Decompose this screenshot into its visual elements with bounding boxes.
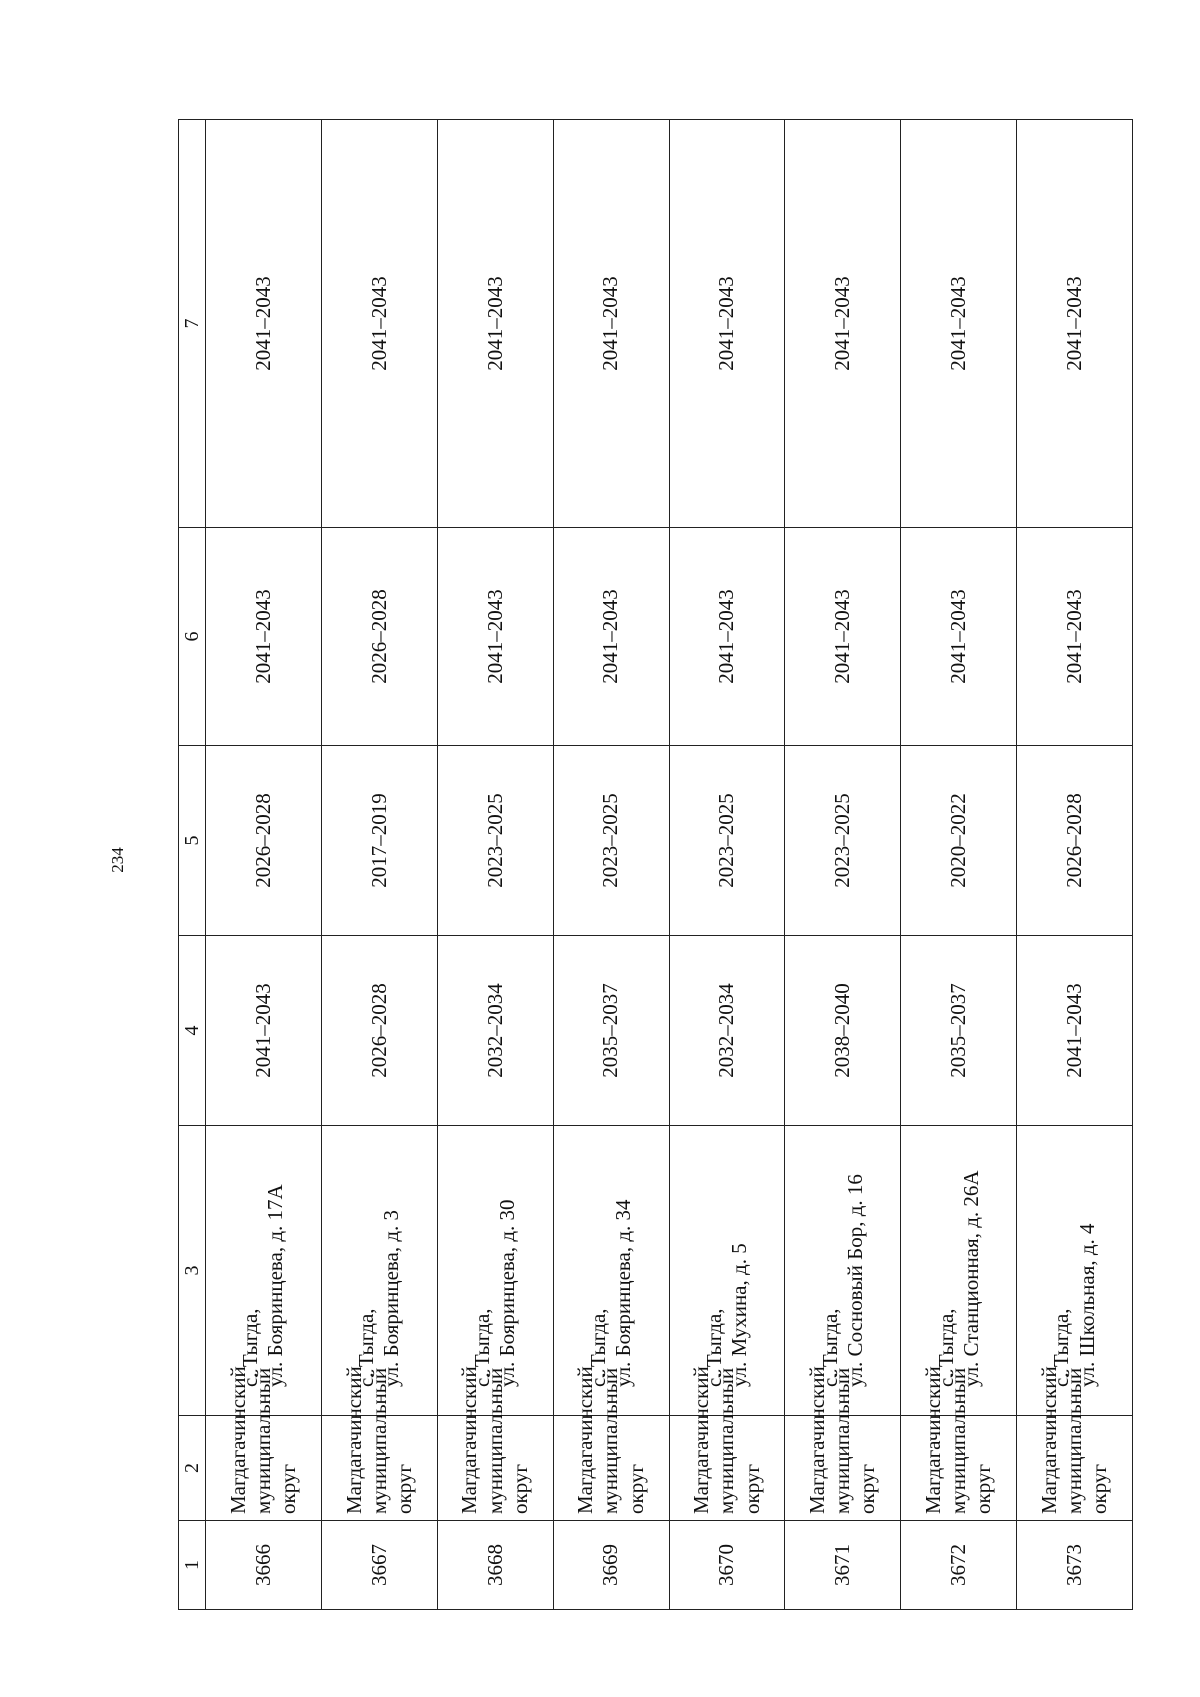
- address-cell: [206, 1126, 322, 1416]
- municipality-cell: Магдагачинский муниципальный округ: [1017, 1416, 1133, 1521]
- header-row: [179, 120, 206, 1610]
- period-cell-col7: 2041–2043: [437, 120, 553, 528]
- row-number: 3668: [437, 1521, 553, 1610]
- period-cell-col5: 2026–2028: [1017, 746, 1133, 936]
- table-row: [206, 120, 322, 1610]
- row-number: 3672: [901, 1521, 1017, 1610]
- period-cell-col5: 2026–2028: [206, 746, 322, 936]
- period-cell-col7: 2041–2043: [785, 120, 901, 528]
- address-cell: [437, 1126, 553, 1416]
- address-line-1: с. Тыгда,: [470, 1308, 494, 1387]
- row-number: 3671: [785, 1521, 901, 1610]
- period-cell-col7: 2041–2043: [901, 120, 1017, 528]
- period-cell-col6: 2041–2043: [669, 528, 785, 746]
- row-number: 3670: [669, 1521, 785, 1610]
- address-line-2: ул. Сосновый Бор, д. 16: [842, 1174, 867, 1387]
- schedule-table: [178, 119, 1133, 1610]
- period-cell-col5: 2023–2025: [553, 746, 669, 936]
- period-cell-col5: 2023–2025: [785, 746, 901, 936]
- municipality-cell: Магдагачинский муниципальный округ: [437, 1416, 553, 1521]
- header-col-4: 4: [179, 936, 206, 1126]
- period-cell-col4: 2032–2034: [437, 936, 553, 1126]
- period-cell-col6: 2041–2043: [437, 528, 553, 746]
- period-cell-col6: 2041–2043: [901, 528, 1017, 746]
- address-line-2: ул. Бояринцева, д. 3: [379, 1209, 404, 1387]
- period-cell-col4: 2026–2028: [321, 936, 437, 1126]
- address-line-1: с. Тыгда,: [701, 1308, 726, 1387]
- municipality-cell: Магдагачинский муниципальный округ: [206, 1416, 322, 1521]
- municipality-cell: Магдагачинский муниципальный округ: [901, 1416, 1017, 1521]
- address-line-1: с. Тыгда,: [354, 1308, 379, 1387]
- table-row: [901, 120, 1017, 1610]
- period-cell-col4: 2038–2040: [785, 936, 901, 1126]
- period-cell-col7: 2041–2043: [321, 120, 437, 528]
- period-cell-col5: 2023–2025: [669, 746, 785, 936]
- address-line-1: с. Тыгда,: [585, 1308, 610, 1387]
- period-cell-col7: 2041–2043: [553, 120, 669, 528]
- table-row: [321, 120, 437, 1610]
- row-number: 3666: [206, 1521, 322, 1610]
- row-number: 3667: [321, 1521, 437, 1610]
- period-cell-col5: 2020–2022: [901, 746, 1017, 936]
- period-cell-col6: 2041–2043: [553, 528, 669, 746]
- address-cell: [785, 1126, 901, 1416]
- municipality-cell: Магдагачинский муниципальный округ: [321, 1416, 437, 1521]
- row-number: 3673: [1017, 1521, 1133, 1610]
- address-line-2: ул. Бояринцева, д. 30: [495, 1199, 520, 1387]
- period-cell-col5: 2023–2025: [437, 746, 553, 936]
- address-line-2: ул. Станционная, д. 26А: [958, 1170, 983, 1387]
- period-cell-col5: 2017–2019: [321, 746, 437, 936]
- row-number: 3669: [553, 1521, 669, 1610]
- table-row: [669, 120, 785, 1610]
- period-cell-col6: 2041–2043: [785, 528, 901, 746]
- period-cell-col6: 2041–2043: [206, 528, 322, 746]
- period-cell-col6: 2041–2043: [1017, 528, 1133, 746]
- address-line-2: ул. Бояринцева, д. 34: [611, 1199, 636, 1387]
- rotated-table-wrapper: [178, 120, 1133, 1610]
- address-cell: [553, 1126, 669, 1416]
- address-line-2: ул. Школьная, д. 4: [1074, 1223, 1099, 1387]
- address-line-1: с. Тыгда,: [1049, 1308, 1074, 1387]
- municipality-cell: Магдагачинский муниципальный округ: [553, 1416, 669, 1521]
- header-col-7: 7: [179, 120, 206, 528]
- table-row: [1017, 120, 1133, 1610]
- address-cell: [321, 1126, 437, 1416]
- period-cell-col7: 2041–2043: [669, 120, 785, 528]
- address-line-2: ул. Бояринцева, д. 17А: [263, 1184, 288, 1387]
- period-cell-col4: 2032–2034: [669, 936, 785, 1126]
- table-row: [785, 120, 901, 1610]
- address-line-1: с. Тыгда,: [933, 1308, 958, 1387]
- municipality-cell: Магдагачинский муниципальный округ: [785, 1416, 901, 1521]
- header-col-6: 6: [179, 528, 206, 746]
- address-cell: [901, 1126, 1017, 1416]
- period-cell-col7: 2041–2043: [1017, 120, 1133, 528]
- address-line-2: ул. Мухина, д. 5: [726, 1243, 751, 1387]
- address-line-1: с. Тыгда,: [238, 1308, 263, 1387]
- page-number: 234: [108, 847, 127, 873]
- header-col-1: 1: [179, 1521, 206, 1610]
- address-line-1: с. Тыгда,: [817, 1308, 842, 1387]
- period-cell-col4: 2041–2043: [1017, 936, 1133, 1126]
- period-cell-col7: 2041–2043: [206, 120, 322, 528]
- municipality-cell: Магдагачинский муниципальный округ: [669, 1416, 785, 1521]
- header-col-2: 2: [179, 1416, 206, 1521]
- period-cell-col4: 2035–2037: [901, 936, 1017, 1126]
- period-cell-col6: 2026–2028: [321, 528, 437, 746]
- header-col-5: 5: [179, 746, 206, 936]
- table-row: [437, 120, 553, 1610]
- period-cell-col4: 2035–2037: [553, 936, 669, 1126]
- address-cell: [1017, 1126, 1133, 1416]
- header-col-3: 3: [179, 1126, 206, 1416]
- period-cell-col4: 2041–2043: [206, 936, 322, 1126]
- address-cell: [669, 1126, 785, 1416]
- table-row: [553, 120, 669, 1610]
